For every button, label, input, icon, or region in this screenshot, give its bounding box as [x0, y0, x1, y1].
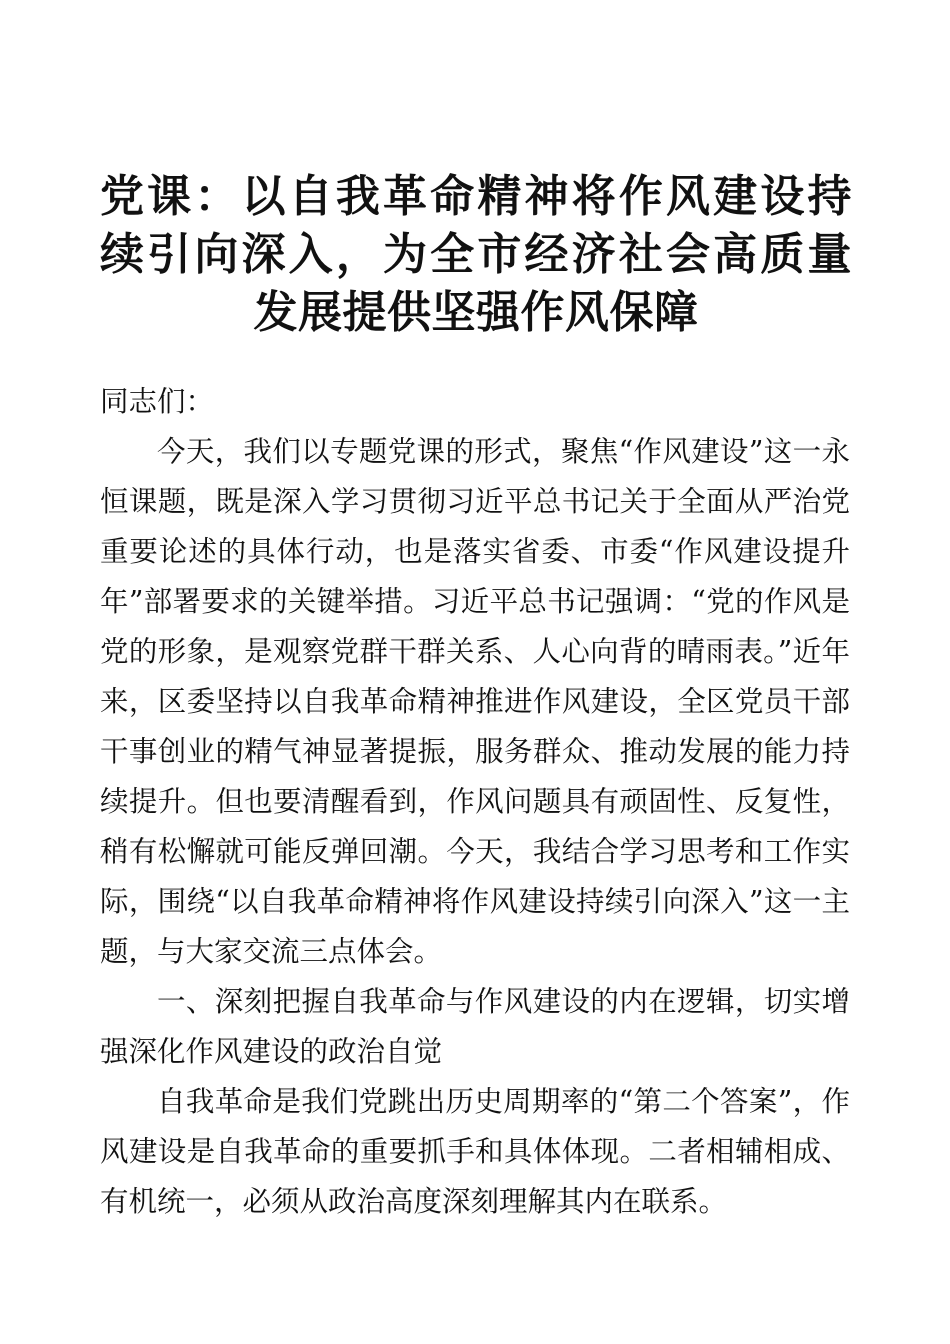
salutation: 同志们：	[100, 385, 215, 418]
document-body	[100, 377, 850, 1227]
paragraph-section-1: 自我革命是我们党跳出历史周期率的“第二个答案”，作风建设是自我革命的重要抓手和具体体现。二者相辅相成、有机统一，必须从政治高度深刻理解其内在联系。	[100, 1085, 850, 1218]
section-heading-1: 一、深刻把握自我革命与作风建设的内在逻辑，切实增强深化作风建设的政治自觉	[100, 985, 850, 1068]
paragraph-intro: 今天，我们以专题党课的形式，聚焦“作风建设”这一永恒课题，既是深入学习贯彻习近平总书记关于全面从严治党重要论述的具体行动，也是落实省委、市委“作风建设提升年”部署要求的关键举措。习近平总书记强调：“党的作风是党的形象，是观察党群干群关系、人心向背的晴雨表。”近年来，区委坚持以自我革命精神推进作风建设，全区党员干部干事创业的精气神显著提振，服务群众、推动发展的能力持续提升。但也要清醒看到，作风问题具有顽固性、反复性，稍有松懈就可能反弹回潮。今天，我结合学习思考和工作实际，围绕“以自我革命精神将作风建设持续引向深入”这一主题，与大家交流三点体会。	[100, 435, 850, 968]
document-title: 党课：以自我革命精神将作风建设持续引向深入，为全市经济社会高质量发展提供坚强作风保障	[100, 171, 852, 338]
